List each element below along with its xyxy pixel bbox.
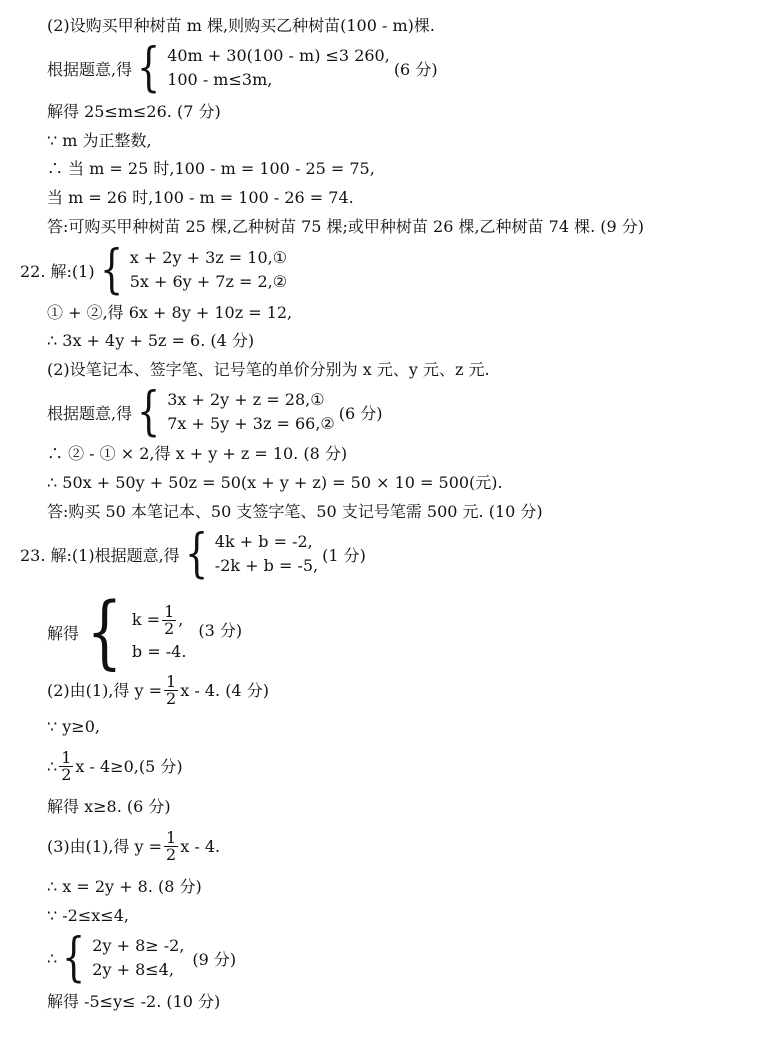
denominator: 2 xyxy=(166,689,177,708)
numerator: 1 xyxy=(166,828,177,847)
equation-text: , xyxy=(178,610,184,629)
equation-system xyxy=(47,928,237,988)
text-line: ∵ -2≤x≤4, xyxy=(47,906,129,925)
equation-row: 2y + 8≥ -2, xyxy=(92,936,185,955)
brace: { xyxy=(99,240,123,300)
equation-system xyxy=(47,38,438,98)
text-line: 答:可购买甲种树苗 25 棵,乙种树苗 75 棵;或甲种树苗 26 棵,乙种树苗 74 棵. (9 分) xyxy=(47,217,645,236)
text-line: (2)设购买甲种树苗 m 棵,则购买乙种树苗(100 - m)棵. xyxy=(47,16,435,35)
text-line xyxy=(47,750,183,783)
text-label: ∴ xyxy=(47,948,58,968)
text-line: ∴ x = 2y + 8. (8 分) xyxy=(47,877,202,896)
text-line: 答:购买 50 本笔记本、50 支签字笔、50 支记号笔需 500 元. (10 分) xyxy=(47,502,543,521)
equation-text: x - 4. xyxy=(180,836,221,856)
text-line: ∴ 当 m = 25 时,100 - m = 100 - 25 = 75, xyxy=(47,159,375,178)
equation-text: k = xyxy=(131,610,161,629)
numerator: 1 xyxy=(166,672,177,691)
equation-text: (3)由(1),得 y = xyxy=(47,836,163,856)
numerator: 1 xyxy=(164,601,175,621)
text-line: 解得 -5≤y≤ -2. (10 分) xyxy=(47,992,221,1011)
equation-text: (2)由(1),得 y = xyxy=(47,680,163,700)
text-line: 解得 25≤m≤26. (7 分) xyxy=(47,102,221,121)
equation-row: 3x + 2y + z = 28,① xyxy=(167,390,325,409)
score-note: (6 分) xyxy=(393,59,438,79)
fraction xyxy=(164,674,178,707)
brace: { xyxy=(184,524,208,584)
score-note: (6 分) xyxy=(338,403,383,423)
fraction xyxy=(162,601,176,638)
text-line: ① + ②,得 6x + 8y + 10z = 12, xyxy=(47,303,293,322)
text-label: 根据题意,得 xyxy=(47,59,133,79)
equation-system xyxy=(47,382,383,442)
text-line xyxy=(47,674,269,707)
text-label: 根据题意,得 xyxy=(47,403,133,423)
equation-text: x - 4. (4 分) xyxy=(180,680,269,700)
denominator: 2 xyxy=(164,618,175,638)
brace: { xyxy=(86,585,123,678)
equation-row: -2k + b = -5, xyxy=(214,556,319,575)
brace: { xyxy=(137,382,161,442)
brace: { xyxy=(137,38,161,98)
text-line: 当 m = 26 时,100 - m = 100 - 26 = 74. xyxy=(47,188,354,207)
score-note: (3 分) xyxy=(198,620,243,640)
numerator: 1 xyxy=(61,748,72,767)
text-line: (2)设笔记本、签字笔、记号笔的单价分别为 x 元、y 元、z 元. xyxy=(47,360,490,379)
equation-row: x + 2y + 3z = 10,① xyxy=(129,248,288,267)
equation-row: b = -4. xyxy=(131,642,187,661)
equation-row: 4k + b = -2, xyxy=(214,532,313,551)
text-line: ∴ 50x + 50y + 50z = 50(x + y + z) = 50 × 10 = 500(元). xyxy=(47,473,503,492)
question-label: 22. 解:(1) xyxy=(20,261,95,281)
question-label: 23. 解:(1)根据题意,得 xyxy=(20,545,180,565)
score-note: (9 分) xyxy=(192,949,237,969)
text-line: 解得 x≥8. (6 分) xyxy=(47,797,171,816)
text-line: ∵ m 为正整数, xyxy=(47,131,152,150)
equation-row: 2y + 8≤4, xyxy=(92,960,174,979)
equation-row: 5x + 6y + 7z = 2,② xyxy=(129,272,288,291)
equation-row: 100 - m≤3m, xyxy=(167,70,273,89)
equation-row: 40m + 30(100 - m) ≤3 260, xyxy=(167,46,390,65)
equation-system xyxy=(20,524,366,584)
text-line: ∴ 3x + 4y + 5z = 6. (4 分) xyxy=(47,331,255,350)
brace: { xyxy=(62,928,86,988)
equation-system xyxy=(20,240,288,300)
equation-text: ∴ xyxy=(47,756,58,776)
denominator: 2 xyxy=(61,765,72,784)
text-line: ∵ y≥0, xyxy=(47,717,100,736)
fraction xyxy=(164,830,178,863)
text-line xyxy=(47,830,220,863)
denominator: 2 xyxy=(166,845,177,864)
text-line: ∴ ② - ① × 2,得 x + y + z = 10. (8 分) xyxy=(47,444,348,463)
equation-row xyxy=(132,600,187,640)
score-note: (1 分) xyxy=(322,545,366,565)
equation-row: 7x + 5y + 3z = 66,② xyxy=(167,414,335,433)
equation-system xyxy=(47,585,243,678)
fraction xyxy=(59,750,73,783)
text-label: 解得 xyxy=(47,623,80,643)
equation-text: x - 4≥0,(5 分) xyxy=(75,756,183,776)
